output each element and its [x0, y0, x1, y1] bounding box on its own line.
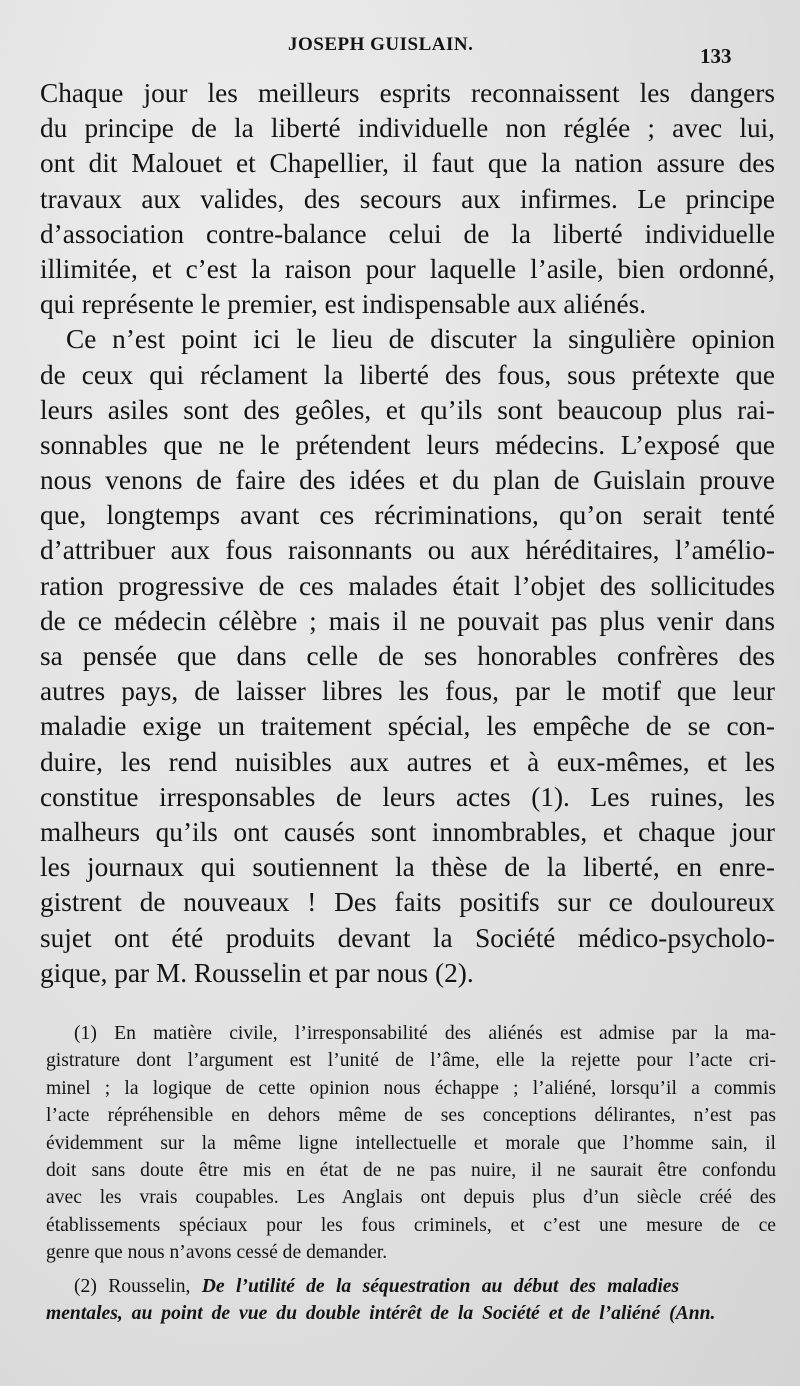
footnote-1-line: évidemment sur la même ligne intellectuelle et morale que l’homme sain, il — [46, 1132, 776, 1154]
body-line: sa pensée que dans celle de ses honorables confrères des — [40, 641, 775, 671]
page-number: 133 — [700, 44, 732, 68]
footnote-1-line: établissements spéciaux pour les fous criminels, et c’est une mesure de ce — [46, 1214, 776, 1236]
body-line: Chaque jour les meilleurs esprits reconnaissent les dangers — [40, 78, 775, 108]
footnote-1-line: doit sans doute être mis en état de ne pas nuire, il ne saurait être confondu — [46, 1159, 776, 1181]
body-line: de ceux qui réclament la liberté des fous, sous prétexte que — [40, 359, 775, 390]
body-line: Ce n’est point ici le lieu de discuter la singulière opinion — [66, 324, 775, 355]
footnote-1-line: genre que nous n’avons cessé de demander. — [46, 1242, 388, 1264]
body-line: gique, par M. Rousselin et par nous (2). — [40, 957, 474, 988]
body-line: que, longtemps avant ces récriminations, qu’on serait tenté — [40, 500, 775, 531]
body-line: les journaux qui soutiennent la thèse de la liberté, en enre- — [40, 852, 775, 883]
body-line: maladie exige un traitement spécial, les empêche de se con- — [40, 711, 775, 742]
body-line: illimitée, et c’est la raison pour laquelle l’asile, bien ordonné, — [40, 253, 775, 284]
body-line: d’attribuer aux fous raisonnants ou aux héréditaires, l’amélio- — [40, 535, 775, 566]
footnotes — [46, 1020, 776, 1327]
body-line: ration progressive de ces malades était l’objet des sollicitudes — [40, 570, 775, 601]
body-line: duire, les rend nuisibles aux autres et à eux-mêmes, et les — [40, 746, 775, 777]
footnote-2-title: De l’utilité de la séquestration au début des maladies — [201, 1275, 680, 1297]
body-line: autres pays, de laisser libres les fous, par le motif que leur — [40, 676, 775, 707]
body-line: constitue irresponsables de leurs actes (1). Les ruines, les — [40, 781, 775, 812]
footnote-1-line: l’acte répréhensible en dehors même de ses conceptions délirantes, n’est pas — [46, 1105, 776, 1127]
body-line: malheurs qu’ils ont causés sont innombrables, et chaque jour — [40, 816, 775, 847]
body-line: qui représente le premier, est indispensable aux aliénés. — [40, 289, 647, 320]
footnote-2-source: (Ann. — [669, 1302, 716, 1324]
footnote-2-title-cont: mentales, au point de vue du double intérêt de la Société et de l’aliéné — [46, 1302, 661, 1324]
body-line: travaux aux valides, des secours aux infirmes. Le principe — [40, 183, 775, 214]
footnote-2-line — [46, 1273, 776, 1300]
body-line: gistrent de nouveaux ! Des faits positifs sur ce douloureux — [40, 887, 775, 918]
footnote-1-line: (1) En matière civile, l’irresponsabilité des aliénés est admise par la ma- — [74, 1023, 776, 1044]
footnote-2-line — [46, 1300, 776, 1327]
body-line: nous venons de faire des idées et du plan de Guislain prouve — [40, 465, 775, 496]
body-line: de ce médecin célèbre ; mais il ne pouvait pas plus venir dans — [40, 605, 775, 636]
footnote-2-author: (2) Rousselin, — [74, 1275, 191, 1297]
running-title: JOSEPH GUISLAIN. — [288, 34, 474, 55]
footnote-1-line: gistrature dont l’argument est l’unité de l’âme, elle la rejette pour l’acte cri- — [46, 1050, 776, 1072]
footnote-1-line: minel ; la logique de cette opinion nous échappe ; l’aliéné, lorsqu’il a commis — [46, 1077, 776, 1099]
footnote-1-line: avec les vrais coupables. Les Anglais ont depuis plus d’un siècle créé des — [46, 1187, 776, 1209]
body-line: sujet ont été produits devant la Société médico-psycholo- — [40, 922, 775, 953]
running-head — [0, 34, 800, 68]
body-line: d’association contre-balance celui de la liberté individuelle — [40, 218, 775, 249]
body-line: du principe de la liberté individuelle non réglée ; avec lui, — [40, 113, 775, 144]
body-line: ont dit Malouet et Chapellier, il faut que la nation assure des — [40, 148, 775, 179]
body-text — [40, 76, 775, 991]
body-line: leurs asiles sont des geôles, et qu’ils sont beaucoup plus rai- — [40, 394, 775, 425]
body-line: sonnables que ne le prétendent leurs médecins. L’exposé que — [40, 429, 775, 460]
